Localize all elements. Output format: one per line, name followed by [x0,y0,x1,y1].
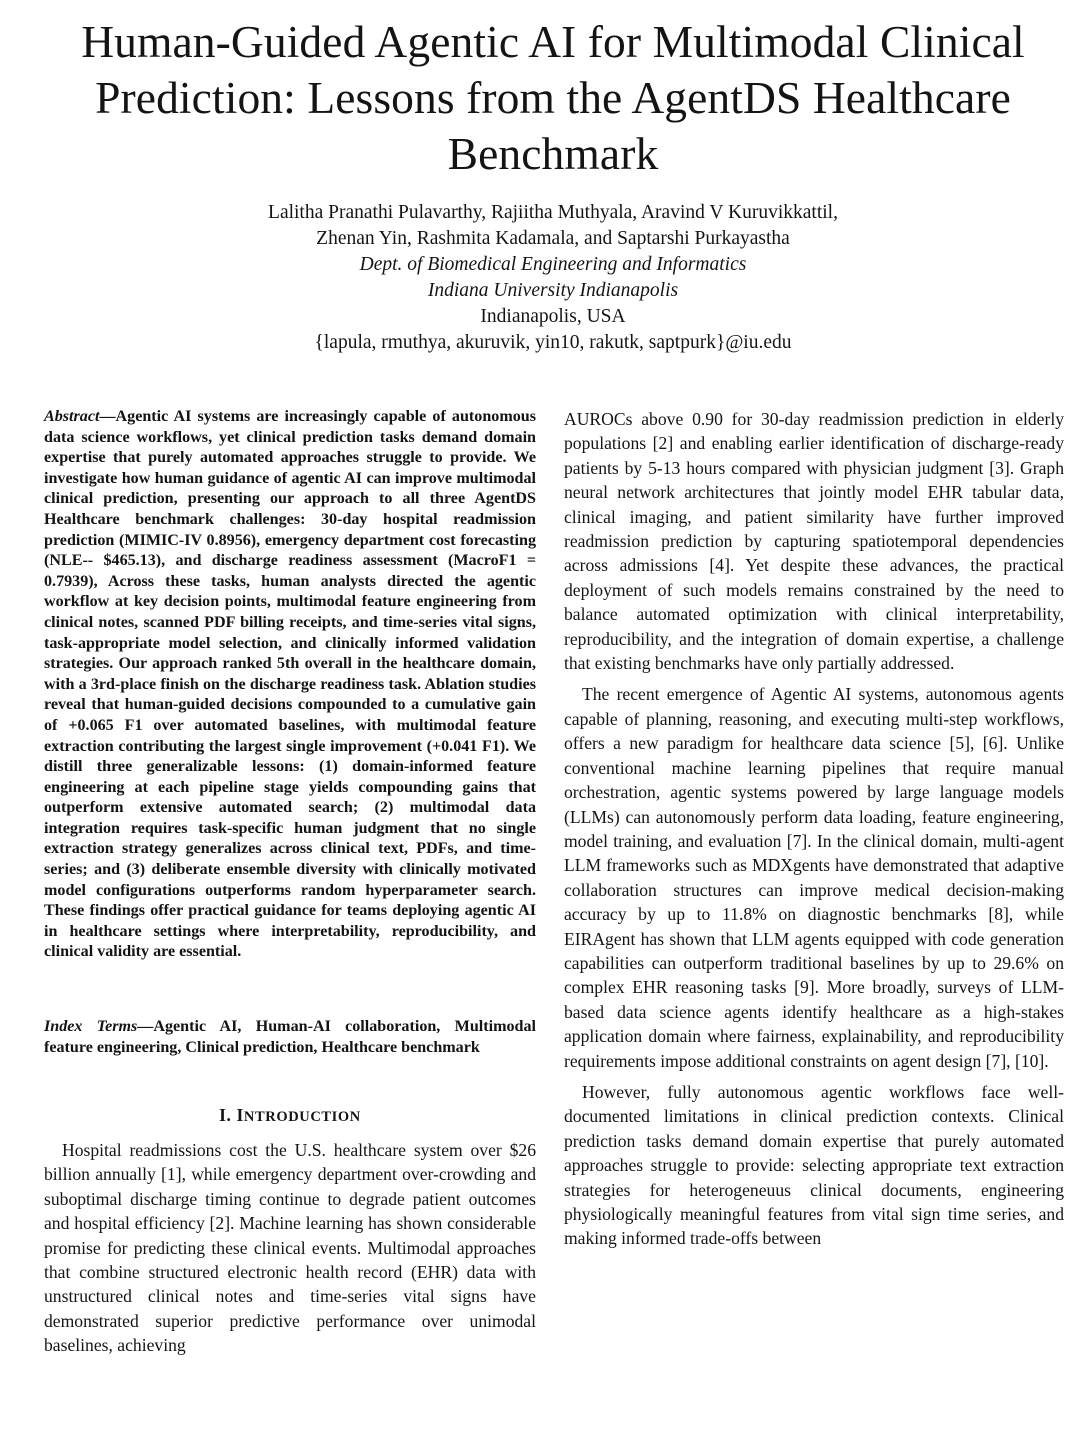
affiliation-location: Indianapolis, USA [480,306,626,327]
author-block [30,200,1076,356]
right-column [564,407,1064,1258]
section-heading-introduction [44,1104,536,1128]
section-title-rest: NTRODUCTION [243,1109,361,1125]
index-terms-label: Index Terms [44,1018,138,1035]
abstract [44,407,536,963]
affiliation-department: Dept. of Biomedical Engineering and Informatics [359,254,747,275]
section-title-initial: I [236,1105,244,1125]
intro-paragraph-1: Hospital readmissions cost the U.S. healthcare system over $26 billion annually [1], while emergency department over-crowding and suboptimal discharge timing continue to degrade patient outcomes and hospital efficiency [2]. Machine learning has shown considerable promise for predicting these clinical events. Multimodal approaches that combine structured electronic health record (EHR) data with unstructured clinical notes and time-series vital signs have demonstrated superior predictive performance over unimodal baselines, achieving [44,1140,536,1356]
index-terms-text: —Agentic AI, Human-AI collaboration, Multimodal feature engineering, Clinical prediction, Healthcare benchmark [44,1018,536,1056]
intro-paragraph-3: However, fully autonomous agentic workflows face well-documented limitations in clinical prediction contexts. Clinical prediction tasks demand domain expertise that purely automated approaches struggle to provide: selecting appropriate text extraction strategies for heterogeneuus clinical documents, engineering physiologically meaningful features from vital sign time series, and making informed trade-offs between [564,1081,1064,1249]
paper-title: Human-Guided Agentic AI for Multimodal Clinical Prediction: Lessons from the AgentDS Healthcare Benchmark [81,16,1025,179]
intro-paragraph-1-continued: AUROCs above 0.90 for 30-day readmission prediction in elderly populations [2] and enabling earlier identification of discharge-ready patients by 5-13 hours compared with physician judgment [3]. Graph neural network architectures that jointly model EHR tabular data, clinical imaging, and patient similarity have further improved readmission prediction by capturing spatiotemporal dependencies across admissions [4]. Yet despite these advances, the practical deployment of such models remains constrained by the need to balance automated optimization with clinical interpretability, reproducibility, and the integration of domain expertise, a challenge that existing benchmarks have only partially addressed. [564,409,1064,674]
intro-paragraph-2: The recent emergence of Agentic AI systems, autonomous agents capable of planning, reasoning, and executing multi-step workflows, offers a new paradigm for healthcare data science [5], [6]. Unlike conventional machine learning pipelines that require manual orchestration, agentic systems powered by large language models (LLMs) can autonomously perform data loading, feature engineering, model training, and evaluation [7]. In the clinical domain, multi-agent LLM frameworks such as MDXgents have demonstrated that adaptive collaboration structures can improve medical decision-making accuracy by up to 11.8% on diagnostic benchmarks [8], while EIRAgent has shown that LLM agents equipped with code generation capabilities can outperform traditional baselines by up to 29.6% on complex EHR reasoning tasks [9]. More broadly, surveys of LLM-based data science agents identify healthcare as a high-stakes application domain where fairness, explainability, and reproducibility requirements impose additional constraints on agent design [7], [10]. [564,684,1064,1071]
section-numeral: I. [219,1105,237,1125]
author-names-line-1: Lalitha Pranathi Pulavarthy, Rajiitha Muthyala, Aravind V Kuruvikkattil, [268,202,838,223]
abstract-text: —Agentic AI systems are increasingly capable of autonomous data science workflows, yet clinical prediction tasks demand domain expertise that purely automated approaches struggle to provide. We investigate how human guidance of agentic AI can improve multimodal clinical prediction, presenting our approach to all three AgentDS Healthcare benchmark challenges: 30-day hospital readmission prediction (MIMIC-IV 0.8956), emergency department cost forecasting (NLE-- $465.13), and discharge readiness assessment (MacroF1 = 0.7939), Across these tasks, human analysts directed the agentic workflow at key decision points, multimodal feature engineering from clinical notes, scanned PDF billing receipts, and time-series vital signs, task-appropriate model selection, and clinically informed validation strategies. Our approach ranked 5th overall in the healthcare domain, with a 3rd-place finish on the discharge readiness task. Ablation studies reveal that human-guided decisions compounded to a cumulative gain of +0.065 F1 over automated baselines, with multimodal feature extraction contributing the largest single improvement (+0.041 F1). We distill three generalizable lessons: (1) domain-informed feature engineering at each pipeline stage yields compounding gains that outperform extensive automated search; (2) multimodal data integration requires task-specific human judgment that no single extraction strategy generalizes across clinical text, PDFs, and time-series; and (3) deliberate ensemble diversity with clinically motivated model configurations outperforms random hyperparameter search. These findings offer practical guidance for teams deploying agentic AI in healthcare settings where interpretability, reproducibility, and clinical validity are essential. [44,408,536,961]
author-names-line-2: Zhenan Yin, Rashmita Kadamala, and Saptarshi Purkayastha [316,228,790,249]
index-terms [44,1017,536,1058]
author-emails: {lapula, rmuthya, akuruvik, yin10, rakutk, saptpurk}@iu.edu [314,332,792,353]
abstract-label: Abstract [44,408,100,425]
affiliation-university: Indiana University Indianapolis [427,280,679,301]
